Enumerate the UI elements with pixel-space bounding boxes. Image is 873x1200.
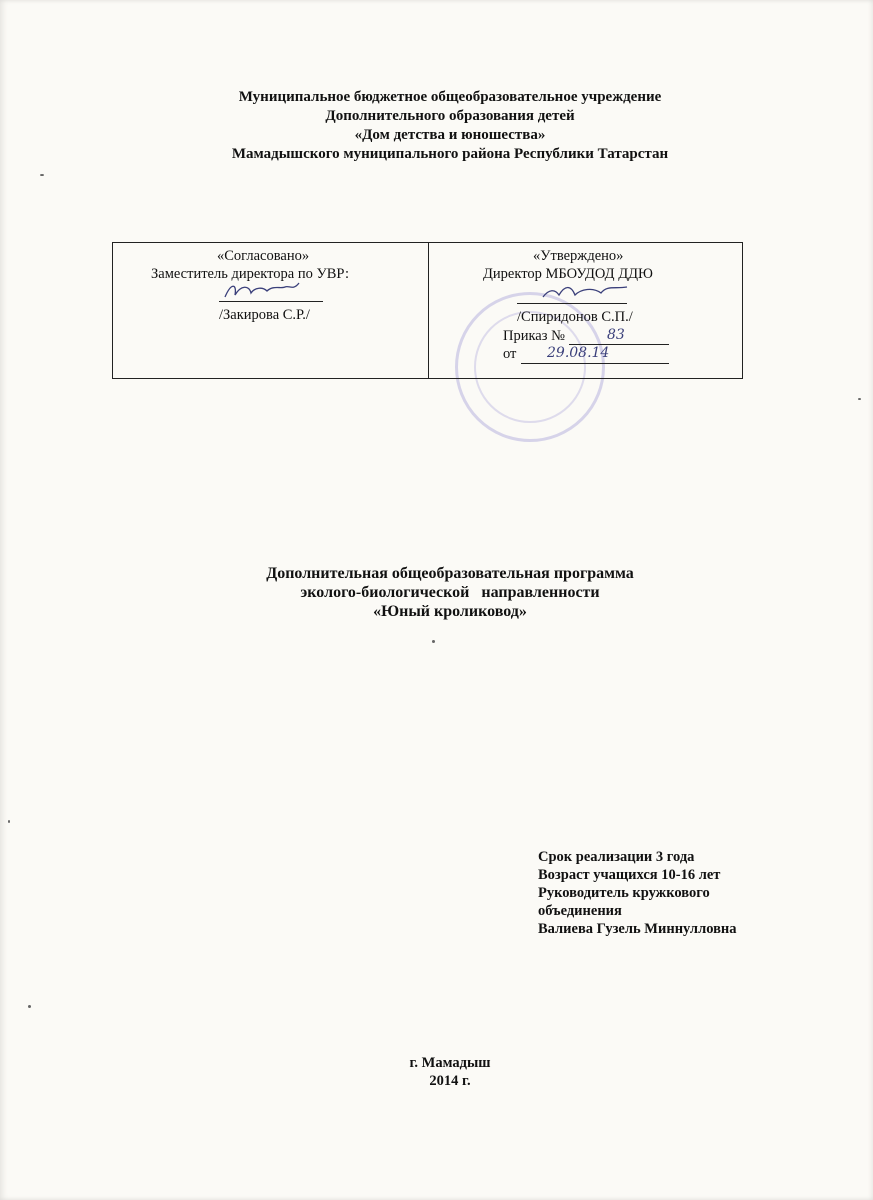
- info-duration: Срок реализации 3 года: [538, 849, 695, 865]
- agreed-name: /Закирова С.Р./: [219, 307, 310, 323]
- footer-city: г. Мамадыш: [409, 1055, 491, 1071]
- institution-header: [140, 88, 760, 164]
- order-date-value: 29.08.14: [547, 345, 610, 361]
- info-leader-name: Валиева Гузель Миннулловна: [538, 921, 737, 937]
- order-date-line: [521, 363, 669, 364]
- order-label: Приказ №: [503, 328, 565, 344]
- info-age: Возраст учащихся 10-16 лет: [538, 867, 721, 883]
- approved-signature-icon: [541, 281, 631, 305]
- scan-speck: [432, 640, 435, 643]
- scan-speck: [28, 1005, 31, 1008]
- info-leader-label-cont: объединения: [538, 903, 622, 919]
- approved-position: Директор МБОУДОД ДДЮ: [483, 266, 653, 282]
- scan-speck: [8, 820, 10, 823]
- approved-heading: «Утверждено»: [533, 248, 624, 264]
- program-info-block: [538, 848, 838, 938]
- header-line-3: «Дом детства и юношества»: [354, 127, 546, 143]
- header-line-1: Муниципальное бюджетное общеобразовательное учреждение: [238, 89, 662, 105]
- approved-name: /Спиридонов С.П./: [517, 309, 633, 325]
- program-title-line-2: эколого-биологической направленности: [300, 584, 600, 601]
- program-title-line-3: «Юный кроликовод»: [373, 603, 527, 620]
- approved-cell: [429, 243, 742, 378]
- agreed-heading: «Согласовано»: [217, 248, 310, 264]
- order-date-label: от: [503, 346, 517, 362]
- agreed-cell: [113, 243, 429, 378]
- footer-year: 2014 г.: [429, 1073, 471, 1089]
- header-line-2: Дополнительного образования детей: [325, 108, 575, 124]
- program-title-line-1: Дополнительная общеобразовательная программа: [266, 565, 634, 582]
- agreed-signature-icon: [221, 279, 301, 303]
- agreed-position: Заместитель директора по УВР:: [151, 266, 350, 282]
- program-title: [140, 564, 760, 621]
- scan-speck: [858, 398, 861, 400]
- info-leader-label: Руководитель кружкового: [538, 885, 710, 901]
- header-line-4: Мамадышского муниципального района Республики Татарстан: [231, 146, 669, 162]
- scan-speck: [40, 174, 44, 176]
- approval-table: [112, 242, 743, 379]
- document-footer: [300, 1054, 600, 1090]
- order-number-value: 83: [607, 327, 625, 343]
